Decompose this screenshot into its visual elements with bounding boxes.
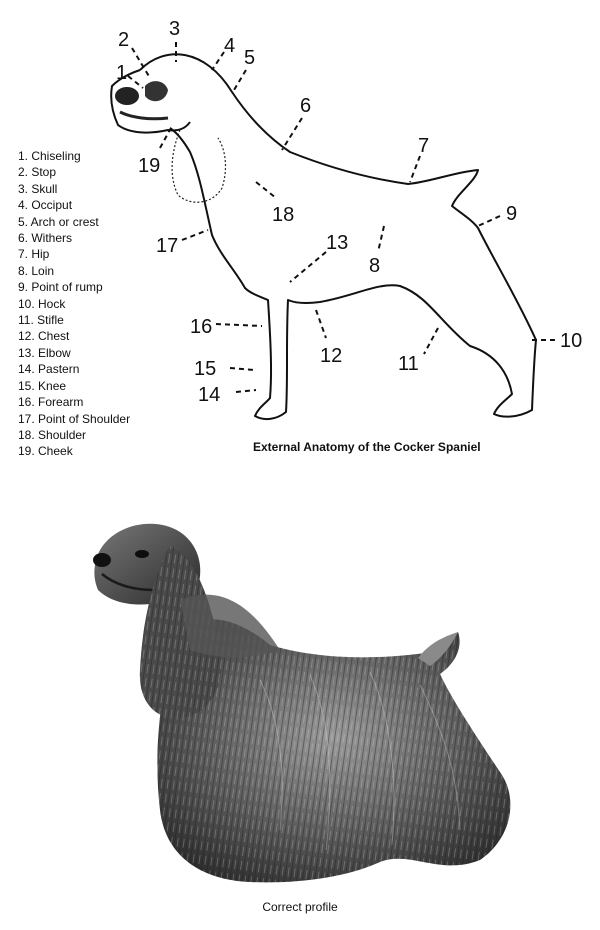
photo-caption: Correct profile — [262, 900, 338, 914]
legend-item: 14. Pastern — [18, 362, 80, 377]
legend-item: 6. Withers — [18, 231, 73, 246]
dog-profile-illustration — [80, 510, 540, 895]
callout-1: 1 — [116, 62, 128, 84]
callout-18: 18 — [272, 204, 295, 226]
callout-5: 5 — [244, 47, 256, 69]
dog-ear-outline — [172, 130, 225, 202]
callout-14: 14 — [198, 384, 221, 406]
callout-15: 15 — [194, 358, 217, 380]
legend-item: 5. Arch or crest — [18, 214, 99, 229]
dog-eye — [135, 550, 149, 558]
callout-8: 8 — [369, 255, 381, 277]
dog-eye-mark — [145, 81, 168, 101]
callout-11: 11 — [398, 353, 419, 375]
legend-item: 16. Forearm — [18, 395, 84, 410]
callout-6: 6 — [300, 95, 312, 117]
callout-leaders — [128, 42, 558, 392]
callout-9: 9 — [506, 203, 518, 225]
legend-item: 15. Knee — [18, 378, 67, 393]
legend-item: 1. Chiseling — [18, 149, 81, 163]
dog-nose — [93, 553, 111, 567]
dog-lip-mark — [120, 112, 168, 119]
legend-item: 10. Hock — [18, 296, 66, 311]
legend-item: 19. Cheek — [18, 444, 73, 459]
anatomy-legend — [18, 148, 130, 460]
legend-item: 3. Skull — [18, 181, 58, 196]
callout-7: 7 — [418, 135, 430, 157]
legend-item: 11. Stifle — [18, 313, 64, 328]
legend-item: 2. Stop — [18, 165, 57, 180]
legend-item: 9. Point of rump — [18, 280, 103, 295]
legend-item: 18. Shoulder — [18, 427, 87, 442]
callout-12: 12 — [320, 345, 343, 367]
callout-4: 4 — [224, 35, 236, 57]
dog-nose-mark — [115, 87, 139, 105]
callout-19: 19 — [138, 155, 161, 177]
diagram-caption: External Anatomy of the Cocker Spaniel — [253, 440, 481, 454]
legend-item: 12. Chest — [18, 329, 70, 344]
legend-item: 4. Occiput — [18, 198, 73, 213]
legend-item: 8. Loin — [18, 263, 55, 278]
callout-13: 13 — [326, 232, 349, 254]
legend-item: 7. Hip — [18, 247, 50, 262]
legend-item: 13. Elbow — [18, 345, 71, 360]
callout-2: 2 — [118, 29, 130, 51]
callout-17: 17 — [156, 235, 179, 257]
callout-16: 16 — [190, 316, 213, 338]
callout-3: 3 — [169, 18, 181, 40]
legend-item: 17. Point of Shoulder — [18, 411, 131, 426]
callout-10: 10 — [560, 330, 583, 352]
